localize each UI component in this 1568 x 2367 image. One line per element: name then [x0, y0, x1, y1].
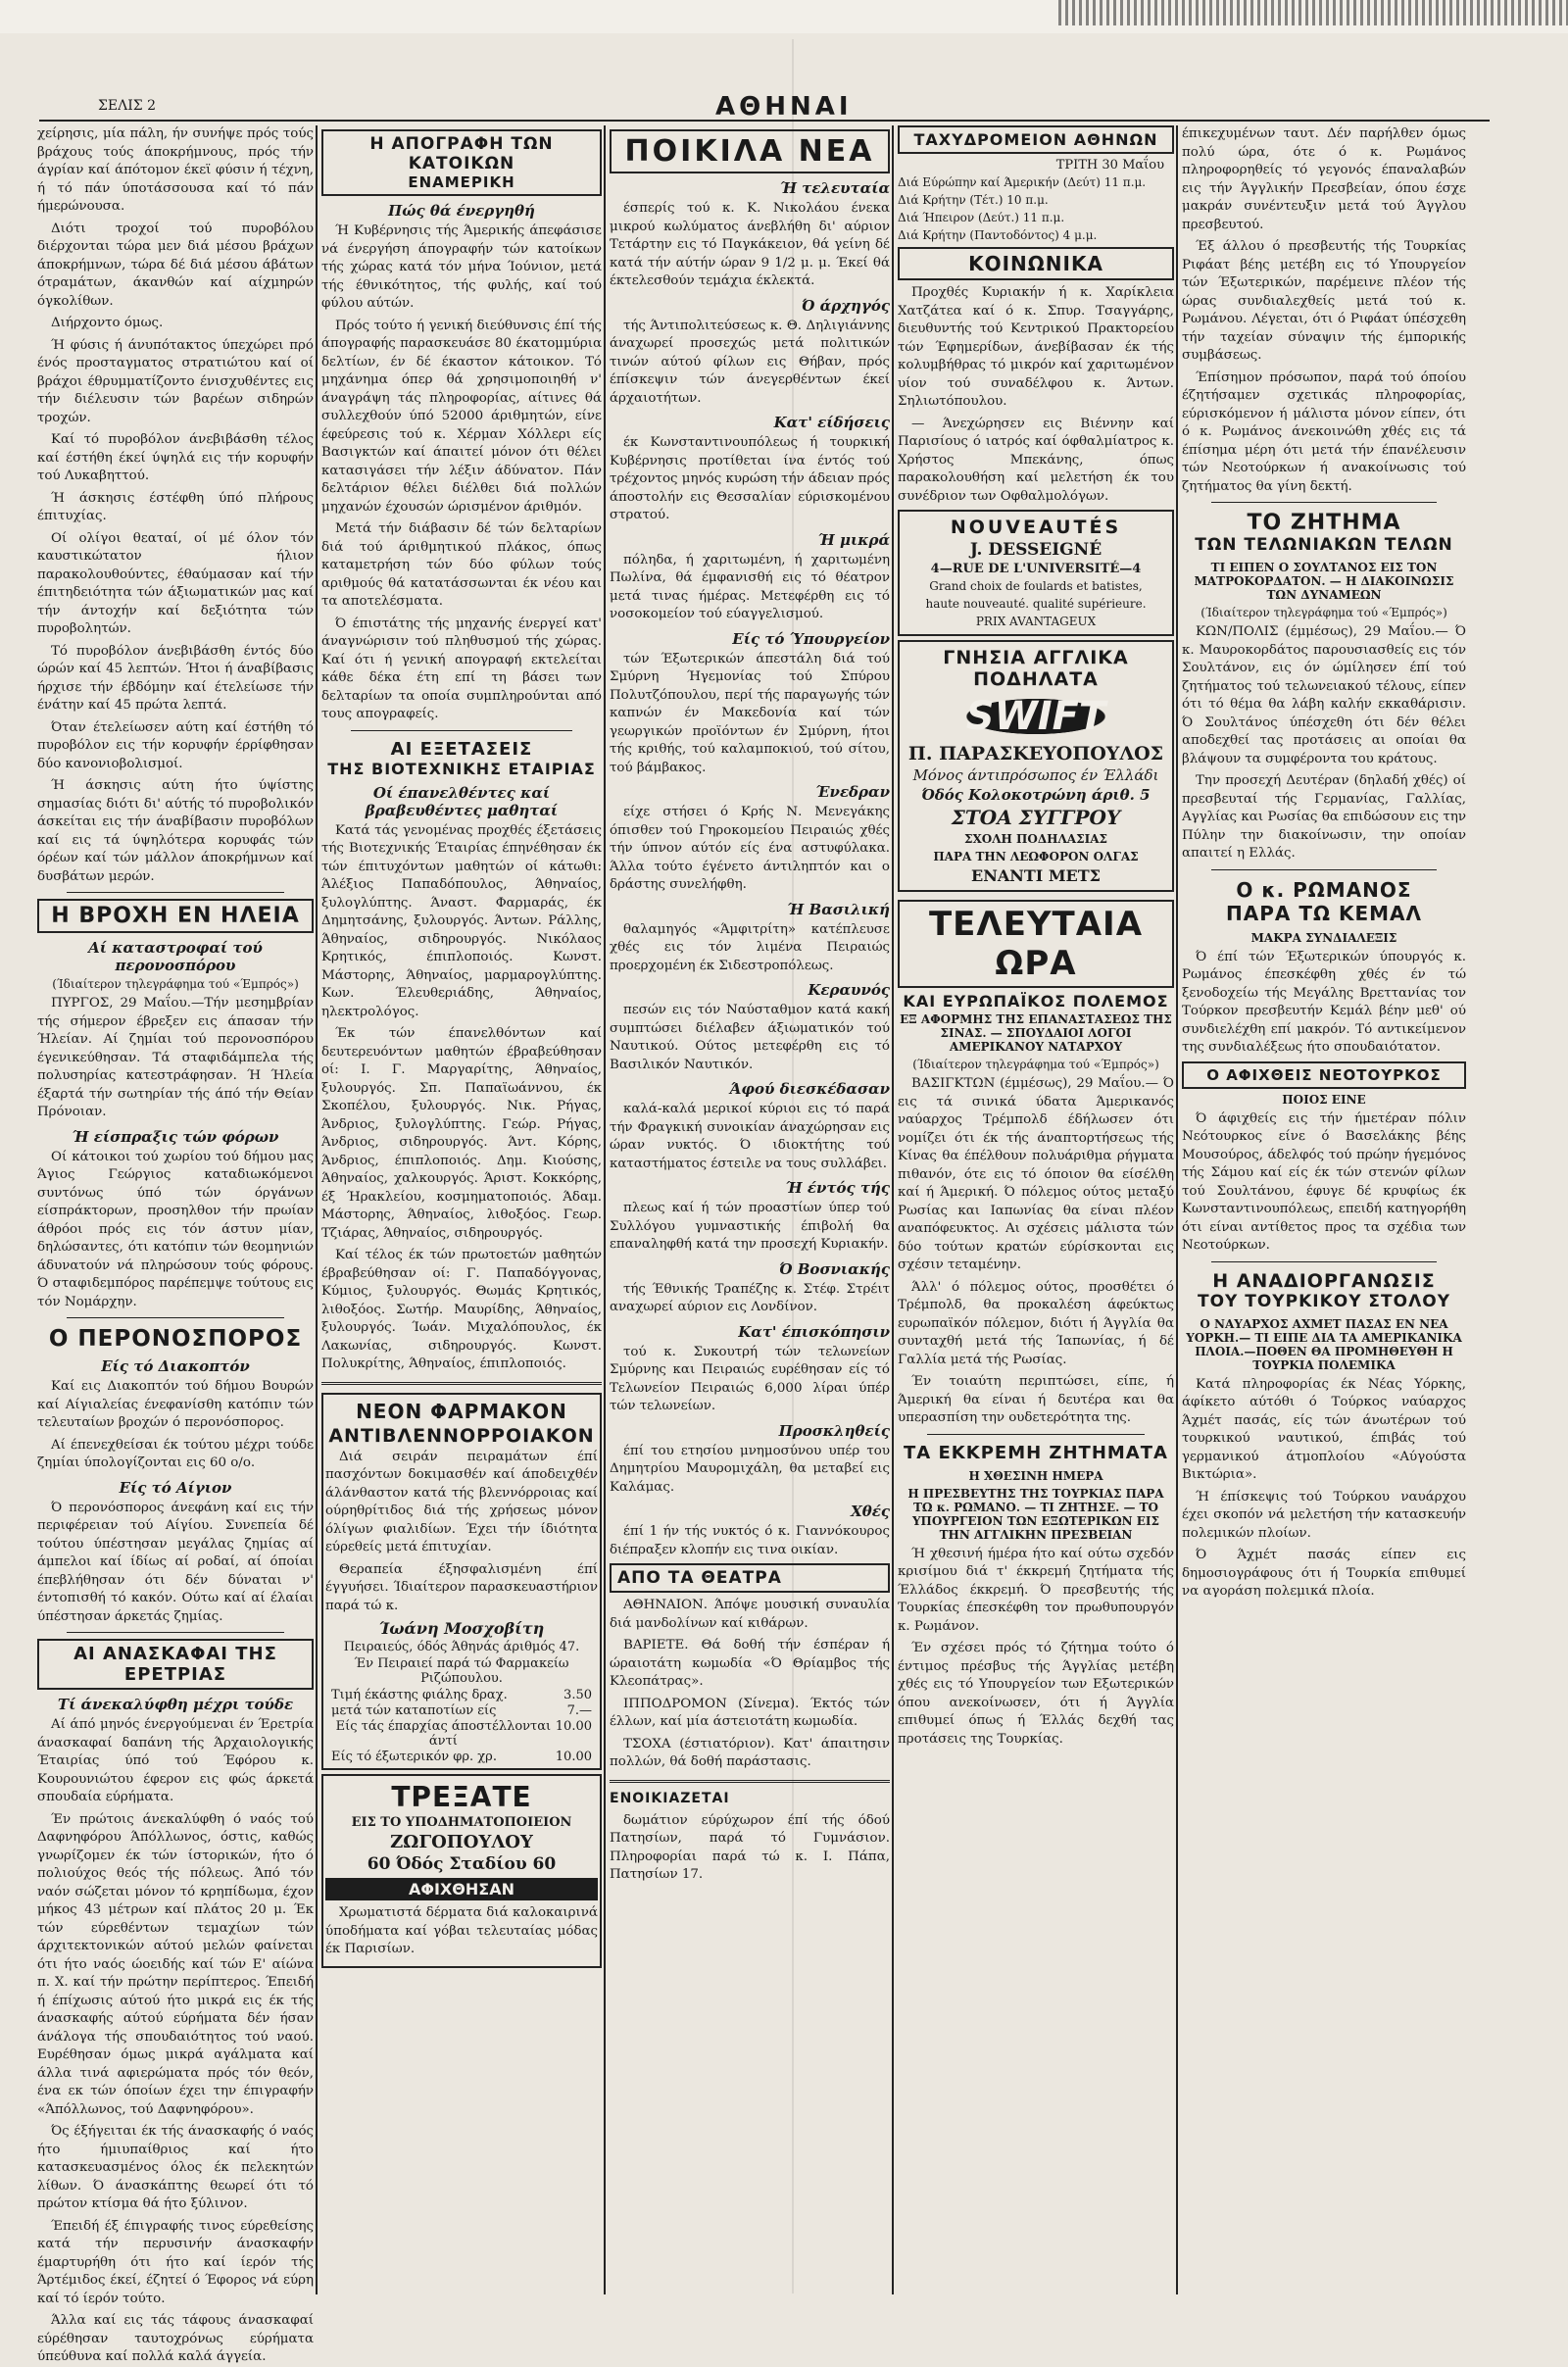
- paragraph: Ή άσκησις αύτη ήτο ύψίστης σημασίας διότι δι' αύτής τό πυροβολικόν άσκείται εις τήν άναβίβασιν πυροβόλων καί εις τά ύψηλότερα κορυφάς τών όρέων καί τών μάλλον άποκρήμνων καί δυσβάτων μερών.: [37, 778, 314, 884]
- ad-text: ΠΑΡΑ ΤΗΝ ΛΕΩΦΟΡΟΝ ΟΛΓΑΣ: [933, 850, 1139, 863]
- headline-peronospora: Ο ΠΕΡΟΝΟΣΠΟΡΟΣ: [48, 1326, 303, 1352]
- ad-text: Διά σειράν πειραμάτων έπί πασχόντων δοκιμασθέν καί άποδειχθέν άλάνθαστον κατά τής βλεννόρροιας καί ούρηθρίτιδος διά τής χρήσεως μόνον όλίγων φιαλιδίων. Έχει τήν ίδιότητα εύρεθείς μετά έπιτυχίαν.: [325, 1449, 598, 1554]
- headline-sub: ΤΟΥ ΤΟΥΡΚΙΚΟΥ ΣΤΟΛΟΥ: [1197, 1291, 1451, 1311]
- page-header: [39, 92, 1490, 122]
- headline-sub: ΤΩΝ ΤΕΛΩΝΙΑΚΩΝ ΤΕΛΩΝ: [1195, 535, 1453, 555]
- paragraph: Ό περονόσπορος άνεφάνη καί εις τήν περιφέρειαν τού Αίγίου. Συνεπεία δέ τούτου ύπέστησαν μεγάλας ζημίας αί άμπελοι καί ίδίως αί ροδαί, αί όποίαι έπεβλήθησαν ότι δέν δύναται ν' έντοπισθή τό κακόν. Ούτω καί αί έλαίαι ύπέστησαν άρκετάς ζημίας.: [37, 1500, 314, 1624]
- divider: [1211, 502, 1437, 503]
- headline-sub: ΕΝΑΜΕΡΙΚΗ: [408, 173, 515, 191]
- ad-nouveautes: [898, 510, 1174, 636]
- post-day: ΤΡΙΤΗ 30 Μαΐου: [1055, 158, 1164, 173]
- subheadline: Ή μικρά: [817, 530, 890, 549]
- paragraph: έπί 1 ήν τής νυκτός ό κ. Γιαννόκουρος διέπραξεν κλοπήν εις τινα οικίαν.: [610, 1524, 890, 1557]
- column-2: [321, 125, 602, 2294]
- divider: [67, 1632, 284, 1633]
- column-1: [37, 125, 314, 2364]
- ad-text: ΕΝΑΝΤΙ ΜΕΤΣ: [971, 866, 1101, 885]
- paragraph: θαλαμηγός «Άμφιτρίτη» κατέπλευσε χθές εις τόν λιμένα Πειραιώς προερχομένη έκ Σιδεστροπόλεως.: [610, 921, 890, 973]
- subheadline: Άφού διεσκέδασαν: [729, 1080, 890, 1098]
- paragraph: Καί εις Διακοπτόν τού δήμου Βουρών καί Αίγιαλείας ένεφανίσθη κατόπιν τών τελευταίων βροχών ό περονόσπορος.: [37, 1379, 314, 1430]
- subheadline: Αί καταστροφαί τού περονοσπόρου: [88, 939, 263, 974]
- ad-name: J. DESSEIGNÉ: [969, 540, 1102, 560]
- price-value: 10.00: [555, 1750, 592, 1764]
- torn-edge: [1058, 0, 1568, 25]
- paragraph: τής Έθνικής Τραπέζης κ. Στέφ. Στρέιτ αναχωρεί αύριον εις Λονδίνον.: [610, 1281, 890, 1314]
- column-rule: [1176, 125, 1178, 2294]
- price-value: 3.50: [564, 1688, 592, 1702]
- ad-name: Π. ΠΑΡΑΣΚΕΥΟΠΟΥΛΟΣ: [907, 743, 1164, 764]
- headline-post-office: ΤΑΧΥΔΡΟΜΕΙΟΝ ΑΘΗΝΩΝ: [898, 125, 1174, 154]
- ad-subtitle: ΑΝΤΙΒΛΕΝΝΟΡΡΟΙΑΚΟΝ: [328, 1424, 595, 1447]
- paragraph: έπικεχυμένων ταυτ. Δέν παρήλθεν όμως πολύ ώρα, ότε ό κ. Ρωμάνος πληροφορηθείς τό γεγονός έπαναλαβών εις τήν Άγγλικήν Πρεσβείαν, όπου έσχε μακράν συνέντευξιν μετά τού Άγγλου πρεσβευτού.: [1182, 126, 1466, 232]
- paragraph: ΒΑΣΙΓΚΤΩΝ (έμμέσως), 29 Μαΐου.— Ό εις τά σινικά ύδατα Άμερικανός ναύαρχος Τρέμπολδ έδήλωσεν ότι νομίζει ότι έκ τής άναπτορτήσεως τής Κίνας θα έπέλθουν πολυάριθμα ρήγματα πιθανόν, ότε εις τό όποιον θα είσέλθη καί ή Άμερική. Ό πόλεμος ούτος μεταξύ Ρωσίας και Ιαπωνίας θα είναι πλέον αναπόφευκτος. Αι σχέσεις μάλιστα τών δύο τούτων κρατών εύρίσκονται εις σχέσιν τεταμένην.: [898, 1076, 1174, 1272]
- ad-title: ΓΝΗΣΙΑ ΑΓΓΛΙΚΑ ΠΟΔΗΛΑΤΑ: [943, 647, 1129, 690]
- source-line: (Ίδιαίτερον τηλεγράφημα τού «Έμπρός»): [912, 1058, 1159, 1071]
- post-line: Διά Ήπειρον (Δεύτ.) 11 π.μ.: [898, 211, 1065, 224]
- paragraph: Την προσεχή Δευτέραν (δηλαδή χθές) οί πρεσβευταί τής Γερμανίας, Γαλλίας, Αγγλίας και Ρωσίας θα επιδώσουν εις την Πύλην την διακοίνωσιν, την οποίαν απαιτεί η Ελλάς.: [1182, 773, 1466, 861]
- subheadline: Κατ' έπισκόπησιν: [738, 1322, 890, 1341]
- ad-text: Grand choix de foulards et batistes,: [929, 579, 1143, 593]
- post-line: Διά Εύρώπην καί Άμερικήν (Δεύτ) 11 π.μ.: [898, 175, 1147, 189]
- paragraph: Έν τοιαύτη περιπτώσει, είπε, ή Άμερική θα είναι ή δευτέρα και θα υπερασπίση την ουδετερότητα της.: [898, 1374, 1174, 1425]
- paragraph: Έν σχέσει πρός τό ζήτημα τούτο ό έντιμος πρέσβυς τής Άγγλίας μετέβη χθές εις τό Υπουργείον των Εξωτερικών όπου ανεκοίνωσεν, ότι ή Άγγλία επιθυμεί όπως ή Έλλάς δεχθή τας προτάσεις της Τουρκίας.: [898, 1641, 1174, 1747]
- headline-sub: ΠΟΙΟΣ ΕΙΝΕ: [1282, 1092, 1366, 1107]
- paragraph: — Άνεχώρησεν εις Βιέννην καί Παρισίους ό ιατρός καί όφθαλμίατρος κ. Χρήστος Μπεκάνης, όπως παρακολουθήση καί μελετήση έκ του συνέδριον των Οφθαλμολόγων.: [898, 416, 1174, 504]
- paragraph: Οί ολίγοι θεαταί, οί μέ όλον τόν καυστικώτατον ήλιον παρακολουθούντες, έθαύμασαν καί τήν έπιτηδειότητα τών άξιωματικών μας καί τήν άντοχήν καί δεξιότητα τών πυροβολητών.: [37, 530, 314, 636]
- headline-romanos: Ο κ. ΡΩΜΑΝΟΣ: [1236, 877, 1412, 902]
- paragraph: ΙΠΠΟΔΡΟΜΟΝ (Σίνεμα). Έκτός τών έλλων, καί μία άστειοτάτη κωμωδία.: [610, 1696, 890, 1729]
- column-5: [1182, 125, 1466, 2294]
- headline-miscellaneous: ΠΟΙΚΙΛΑ ΝΕΑ: [610, 129, 890, 173]
- ad-address: 4—RUE DE L'UNIVERSITÉ—4: [930, 562, 1142, 576]
- ad-text: Θεραπεία έξησφαλισμένη έπί έγγυήσει. Ίδιαίτερον παρασκευαστήριον παρά τώ κ.: [325, 1561, 598, 1613]
- paragraph: Καί τέλος έκ τών πρωτοετών μαθητών έβραβεύθησαν οί: Γ. Παπαδόγγονας, Κύμιος, ξυλουργός. Θωμάς Κρητικός, λιθοξόος. Σωτήρ. Μαυρίδης, Άθηναίος, ξυλουργός. Ίωάν. Μιχαλόπουλος, έκ Λακωνίας, σιδηρουργός. Κωνστ. Πολυκρίτης, Άθηναίος, έπιπλοποιός.: [321, 1248, 602, 1371]
- paragraph: Διήρχοντο όμως.: [51, 316, 164, 330]
- headline-reorganization: Η ΑΝΑΔΙΟΡΓΑΝΩΣΙΣ: [1212, 1269, 1436, 1292]
- post-line: Διά Κρήτην (Παντοδόντος) 4 μ.μ.: [898, 228, 1098, 242]
- paragraph: ΚΩΝ/ΠΟΛΙΣ (έμμέσως), 29 Μαΐου.— Ό κ. Μαυροκορδάτος παρουσιασθείς εις τόν Σουλτάνον, εις όν ώμίλησεν έπί τού ζητήματος τού τελωνειακού τέλους, είπεν ότι τό θέμα θα λάβη καλήν εκκαθάρισιν. Ό Σουλτάνος ύπέσχεθη ότι δέν θέλει αποδεχθεί τας προτάσεις αι οποίαι θα βλάψουν τα συμφέροντα του κράτους.: [1182, 624, 1466, 766]
- headline-sub: Η ΠΡΕΣΒΕΥΤΗΣ ΤΗΣ ΤΟΥΡΚΙΑΣ ΠΑΡΑ ΤΩ κ. ΡΩΜΑΝΟ. — ΤΙ ΖΗΤΗΣΕ. — ΤΟ ΥΠΟΥΡΓΕΙΟΝ ΤΩΝ ΕΞΩΤΕΡΙΚΩΝ ΕΙΣ ΤΗΝ ΑΓΓΛΙΚΗΝ ΠΡΕΣΒΕΙΑΝ: [907, 1486, 1164, 1542]
- paragraph: πλεως καί ή τών προαστίων ύπερ τού Συλλόγου γυμναστικής έπιβολή θα επαναληφθή κατά την προσεχή Κυριακήν.: [610, 1201, 890, 1252]
- headline-young-turk: Ο ΑΦΙΧΘΕΙΣ ΝΕΟΤΟΥΡΚΟΣ: [1182, 1061, 1466, 1089]
- subheadline: Πώς θά ένεργηθή: [388, 202, 535, 220]
- ad-address: Όδός Κολοκοτρώνη άριθ. 5: [921, 786, 1151, 804]
- headline-for-rent: ΕΝΟΙΚΙΑΖΕΤΑΙ: [610, 1790, 730, 1806]
- paragraph: Ό άφιχθείς εις τήν ήμετέραν πόλιν Νεότουρκος είνε ό Βασελάκης βέης Μουσούρος, άδελφός τού πρώην ήγεμόνος τής Σάμου καί είς έκ τών στενών φίλων τού Σουλτάνου, έφυγε δέ κρυφίως έκ Κωνσταντινουπόλεως, επειδή κατηγορήθη ότι είναι αντίθετος προς τα σχέδια των Νεοτούρκων.: [1182, 1110, 1466, 1253]
- paragraph: Έν πρώτοις άνεκαλύφθη ό ναός τού Δαφνηφόρου Άπόλλωνος, όστις, καθώς γνωρίζομεν έκ τών ίστορικών, ήτο ό πολιούχος θεός τής πόλεως. Άπό τόν ναόν σώζεται μόνον τό κρηπίδωμα, έχον μήκος 43 μέτρων καί πλάτος 20 μ. Έκ τών εύρεθέντων τεμαχίων τών άρχιτεκτονικών αύτού μελών φαίνεται ότι ήτο ναός ώοειδής καί τών Ε' αίώνα π. Χ. καί τήν πρώτην περίπτερος. Έπειδή ή έπίχωσις αύτού ήτο μικρά εις έκ τής άνασκαφής αύτού εύρήματα δέν ήσαν άνάλογα τής σπουδαιότητος τού ναού. Ευρέθησαν όμως μικρά αγάλματα καί άλλα τινά αφιερώματα πρός τόν θεόν, ένα εκ τών όποίων έχει την έπιγραφήν «Άπόλλωνος, τού Δαφνηφόρου».: [37, 1811, 314, 2117]
- price-row: [331, 1750, 592, 1764]
- divider: [67, 892, 284, 893]
- ad-text: haute nouveauté. qualité supérieure.: [925, 597, 1147, 611]
- paragraph: Οί κάτοικοι τού χωρίου τού δήμου μας Άγιος Γεώργιος καταδιωκόμενοι συντόνως ύπό τών όργάνων είσπράκτορων, προσηλθον τήν πρωίαν άθρόοι πρός εις τόν άστυν μίαν, δηλώσαντες, ότι κατόπιν τών θεομηνιών άδυνατούν νά πληρώσουν τούς φόρους. Ό σταφιδεμπόρος παρέπεμψε τούτους εις τόν Νομάρχην.: [37, 1149, 314, 1309]
- ad-title: NOUVEAUTÉS: [950, 517, 1122, 538]
- price-row: [331, 1688, 592, 1702]
- headline-pending-issues: ΤΑ ΕΚΚΡΕΜΗ ΖΗΤΗΜΑΤΑ: [904, 1442, 1168, 1463]
- source-line: (Ίδιαίτερον τηλεγράφημα τού «Έμπρός»): [52, 977, 299, 991]
- subheadline: Κατ' είδήσεις: [773, 414, 890, 431]
- paragraph: Ή άσκησις έστέφθη ύπό πλήρους έπιτυχίας.: [37, 490, 314, 523]
- ad-address: Πειραιεύς, όδός Άθηνάς άριθμός 47.: [343, 1640, 580, 1654]
- headline-customs-question: ΤΟ ΖΗΤΗΜΑ: [1247, 511, 1401, 535]
- paragraph: Αί έπενεχθείσαι έκ τούτου μέχρι τούδε ζημίαι ύπολογίζονται εις 60 ο/ο.: [37, 1437, 314, 1470]
- subheadline: Ένεδραν: [815, 783, 890, 801]
- column-3: [610, 125, 890, 2294]
- subheadline: Προσκληθείς: [778, 1421, 890, 1440]
- subheadline: Κεραυνός: [808, 981, 890, 999]
- ad-bicycles: [898, 640, 1174, 892]
- divider: [927, 1434, 1145, 1435]
- paragraph: Έξ άλλου ό πρεσβευτής τής Τουρκίας Ριφάατ βέης μετέβη εις τό Υπουργείον τών Έξωτερικών, παρέμεινε πλέον τής ώρας συνδιαλεχθείς μετά τού κ. Ρωμάνου. Λέγεται, ότι ό Ριφάατ ύπέσχεθη τήν ταχείαν σύναψιν τής έμπορικής συμβάσεως.: [1182, 239, 1466, 363]
- page-number: ΣΕΛΙΣ 2: [98, 98, 157, 114]
- ad-title: ΝΕΟΝ ΦΑΡΜΑΚΟΝ: [356, 1399, 567, 1423]
- paragraph: έσπερίς τού κ. Κ. Νικολάου ένεκα μικρού κωλύματος άνεβλήθη δι' αύριον Τετάρτην εις τό Παγκάκειον, θά γείνη δέ κατά τήν αύτήν ώραν 9 1/2 μ. μ. Έκεί θά έκτελεσθούν τεμάχια έκλεκτά.: [610, 201, 890, 288]
- paragraph: Ή Κυβέρνησις τής Άμερικής άπεφάσισε νά ένεργήση άπογραφήν τών κατοίκων τής χώρας κατά τόν μήνα Ίούνιον, μετά τής έθνικότητος, τής φυλής, καί τού φύλου αύτών.: [321, 223, 602, 311]
- paragraph: Τό πυροβόλον άνεβιβάσθη έντός δύο ώρών καί 45 λεπτών. Ήτοι ή άναβίβασις ήρχισε τήν έβδόμην καί έτελείωσε τήν ένάτην καί 45 πρώτα λεπτά.: [37, 643, 314, 713]
- ad-text: ΣΧΟΛΗ ΠΟΔΗΛΑΣΙΑΣ: [963, 832, 1108, 846]
- paper-name: ΑΘΗΝΑΙ: [715, 92, 853, 122]
- paragraph: Πρός τούτο ή γενική διεύθυνσις έπί τής άπογραφής παρασκευάσε 80 έκατομμύρια δελτίων, έν δέ έκαστον κάτοικον. Τό μηχάνημα όπερ θά χρησιμοποιηθή ν' άναγράψη τάς πληροφορίας, αίτινες θά συλλεχθούν ύπό 52000 άριθμητών, είνε έφεύρεσις τού κ. Χέρμαν Χόλλερι είς Βασιγκτών καί άπαιτεί μόνον ότι θέλει κατασιγάσει τήν λέξιν άδύνατον. Πάν δελτάριον θέλει διέλθει διά πολλών μηχανών έχουσών ώρισμένον άριθμόν.: [321, 318, 602, 515]
- paragraph: Όταν έτελείωσεν αύτη καί έστήθη τό πυροβόλον εις τήν κορυφήν έρρίφθησαν δύο κανονιοβολισμοί.: [37, 719, 314, 771]
- paragraph: Ός έξήγειται έκ τής άνασκαφής ό ναός ήτο ήμιυπαίθριος καί ήτο κατασκευασμένος όλος έκ πελεκητών λίθων. Ό άνασκάπτης θεωρεί ότι τό πρώτον κτίσμα θά ήτο ξύλινον.: [37, 2124, 314, 2211]
- paragraph: Άλλα καί εις τάς τάφους άνασκαφαί εύρέθησαν ταυτοχρόνως εύρήματα ύπεύθυνα καί πολλά καλά άγγεία.: [37, 2313, 314, 2364]
- column-rule: [604, 125, 606, 2294]
- paragraph: Μετά τήν διάβασιν δέ τών δελταρίων διά τού άριθμητικού πλάκος, όπως καταμετρήση τών δύο φύλων τούς αριθμούς θά κατατάσσωνται έκ νέου και τα αποτελέσματα.: [321, 521, 602, 609]
- paragraph: ΒΑΡΙΕΤΕ. Θά δοθή τήν έσπέραν ή ώραιοτάτη κωμωδία «Ό Θρίαμβος τής Κλεοπάτρας».: [610, 1638, 890, 1689]
- subheadline: Είς τό Αίγιον: [119, 1478, 232, 1497]
- price-value: 10.00: [555, 1719, 592, 1734]
- price-label: Είς τό έξωτερικόν φρ. χρ.: [331, 1750, 497, 1764]
- paragraph: Έπίσημον πρόσωπον, παρά τού όποίου έζητήσαμεν σχετικάς πληροφορίας, εύρισκόμενον ή μάλιστα μόνον είπεν, ότι ό κ. Ρωμάνος άνεκοινώθη χθές εις τά έπίσημα μέρη ότι μετά τήν έπανέλευσιν τών Νεοτούρκων ή ανακοίνωσις τού ζητήματος θα γίνη δεκτή.: [1182, 370, 1466, 494]
- headline-last-hour: ΤΕΛΕΥΤΑΙΑ ΩΡΑ: [898, 900, 1174, 988]
- paragraph: καλά-καλά μερικοί κύριοι εις τό παρά τήν Φραγκική συνοικίαν άναχώρησαν εις ώραν νυκτός. Ό ιδιοκτήτης τού καταστήματος έστειλε να τους συλλάβει.: [610, 1102, 890, 1171]
- subheadline: Ή είσπραξις τών φόρων: [72, 1127, 279, 1146]
- divider: [321, 1382, 602, 1385]
- headline-sub: Ο ΝΑΥΑΡΧΟΣ ΑΧΜΕΤ ΠΑΣΑΣ ΕΝ ΝΕΑ ΥΟΡΚΗ.— ΤΙ ΕΙΠΕ ΔΙΑ ΤΑ ΑΜΕΡΙΚΑΝΙΚΑ ΠΛΟΙΑ.—ΠΟΘΕΝ ΘΑ ΠΡΟΜΗΘΕΥΘΗ Η ΤΟΥΡΚΙΑ ΠΟΛΕΜΙΚΑ: [1186, 1316, 1462, 1372]
- headline-theatres: ΑΠΟ ΤΑ ΘΕΑΤΡΑ: [610, 1563, 890, 1593]
- paragraph: πεσών εις τόν Ναύσταθμον κατά κακή συμπτώσει διέλαβεν άξιωματικόν τού Ναυτικού. Ούτος μετεφέρθη εις τό Βασιλικόν Ναυτικόν.: [610, 1003, 890, 1072]
- column-rule: [316, 125, 318, 2294]
- paragraph: δωμάτιον εύρύχωρον έπί τής όδού Πατησίων, παρά τό Γυμνάσιον. Πληροφορίαι παρά τώ κ. Ι. Πάπα, Πατησίων 17.: [610, 1812, 890, 1882]
- paragraph: Προχθές Κυριακήν ή κ. Χαρίκλεια Χατζάτεα καί ό κ. Σπυρ. Τσαγγάρης, διευθυντής τού Κεντρικού Πρακτορείου τών Έφημερίδων, άνεβίβασαν έκ τής κολυμβήθρας τό μικρόν καί χαριτωμένον υίον τού συναδέλφου κ. Άντων. Σηλιωτόπουλου.: [898, 285, 1174, 409]
- paragraph: τής Άντιπολιτεύσεως κ. Θ. Δηλιγιάννης άναχωρεί προσεχώς μετά πολιτικών τινών αύτού φίλων εις Θήβαν, πρός έπίσκεψιν τών άνεγερθέντων έκεί άρχαιοτήτων.: [610, 318, 890, 406]
- paragraph: Ό έπιστάτης τής μηχανής ένεργεί κατ' άναγνώρισιν τού πληθυσμού τής χώρας. Καί ότι ή γενική απογραφή εκτελείται κάθε δέκα έτη επί τη βάσει των δελταρίων τα οποία συμπληρούνται από τους απογραφείς.: [321, 616, 602, 721]
- subheadline: Ή Βασιλική: [787, 900, 890, 918]
- paragraph: Άλλ' ό πόλεμος ούτος, προσθέτει ό Τρέμπολδ, θα προκαλέση άφεύκτως ευρωπαϊκόν πόλεμον, διότι ή Άγγλία θα συνταχθή μετά τής Ίαπωνίας, ή δέ Γαλλία μετά τής Ρωσίας.: [898, 1279, 1174, 1367]
- paragraph: Καί τό πυροβόλον άνεβιβάσθη τέλος καί έστήθη έκεί ύψηλά εις τήν κορυφήν τού Λυκαβηττού.: [37, 432, 314, 483]
- post-line: Διά Κρήτην (Τέτ.) 10 π.μ.: [898, 193, 1049, 207]
- headline-social: ΚΟΙΝΩΝΙΚΑ: [898, 247, 1174, 280]
- price-label: Τιμή έκάστης φιάλης δραχ.: [331, 1688, 508, 1702]
- paragraph: τών Έξωτερικών άπεστάλη διά τού Σμύρνη Ήγεμονίας τού Σπύρου Πολυτζόπουλου, περί τής παραγωγής τών καπνών έν Μακεδονία καί τών γεωργικών προϊόντων έν Σμύρνη, ήτοι τής κριθής, τού καλαμποκιού, τού σίτου, τού βάμβακος.: [610, 651, 890, 775]
- subheadline: Είς τό Διακοπτόν: [101, 1357, 250, 1375]
- source-line: (Ίδιαίτερον τηλεγράφημα τού «Έμπρός»): [1200, 606, 1447, 619]
- divider: [1211, 869, 1437, 870]
- paragraph: Ή χθεσινή ήμέρα ήτο καί ούτω σχεδόν κρισίμου διά τ' έκκρεμή ζητήματα τής Έλλάδος έκκρεμή. Ό πρεσβευτής τής Τουρκίας έπεσκέφθη τον πρωθυπουργόν κ. Ρωμάνον.: [898, 1546, 1174, 1634]
- subheadline: Οί έπανελθέντες καί βραβευθέντες μαθηταί: [365, 783, 559, 819]
- divider: [1211, 1261, 1437, 1262]
- headline-rain-ilia: Η ΒΡΟΧΗ ΕΝ ΗΛΕΙΑ: [37, 899, 314, 933]
- ad-text: ΣΤΟΑ ΣΥΓΓΡΟΥ: [951, 806, 1121, 829]
- paragraph: Ό έπί τών Έξωτερικών ύπουργός κ. Ρωμάνος έπεσκέφθη χθές έν τώ ξενοδοχείω τής Μεγάλης Βρεττανίας τον Τούρκον πρεσβευτήν Κεμάλ βέην μεθ' ού συνδιελέχθη επί μακρόν. Τό αντικείμενον της συνδιαλέξεως ήτο σπουδαιότατον.: [1182, 949, 1466, 1055]
- paragraph: είχε στήσει ό Κρής Ν. Μενεγάκης όπισθεν τού Γηροκομείου Πειραιώς χθές τήν ύπνον αύτόν είς ένα αστυφύλακα. Άλλα τούτο έγένετο άντιληπτόν και ο δράστης συνελήφθη.: [610, 805, 890, 892]
- headline-census: [321, 129, 602, 196]
- ad-name: Ίωάνη Μοσχοβίτη: [378, 1619, 545, 1638]
- ad-text: PRIX AVANTAGEUX: [975, 615, 1097, 628]
- headline-exams-sub: ΤΗΣ ΒΙΟΤΕΧΝΙΚΗΣ ΕΤΑΙΡΙΑΣ: [327, 759, 596, 778]
- price-label: μετά τών καταποτίων είς: [331, 1703, 497, 1718]
- paragraph: τού κ. Συκουτρή τών τελωνείων Σμύρνης και Πειραιώς ευρέθησαν είς τό Τελωνείον Πειραιώς 6,000 λίραι ύπέρ τών τελωνείων.: [610, 1344, 890, 1413]
- headline-sub: ΠΑΡΑ ΤΩ ΚΕΜΑΛ: [1226, 901, 1422, 925]
- paragraph: χείρησις, μία πάλη, ήν συνήψε πρός τούς βράχους τούς άποκρήμνους, πρός τήν άγρίαν καί άπότομον έκεϊ φύσιν ή τέχνη, ή τό πάν ύποτάσσουσα καί τό πάν ήμερώνουσα.: [37, 126, 314, 214]
- column-4: [898, 125, 1174, 2294]
- top-edge: [0, 0, 1568, 33]
- ad-banner: ΑΦΙΧΘΗΣΑΝ: [325, 1878, 598, 1900]
- ad-text: Μόνος άντιπρόσωπος έν Έλλάδι: [912, 766, 1159, 784]
- paragraph: πόληδα, ή χαριτωμένη, ή χαριτωμένη Πωλίνα, θά έμφανισθή εις τό θέατρον μετά τινας ήμέρας. Μετεφέρθη εις τό νοσοκομείον τού εύαγγελισμού.: [610, 552, 890, 621]
- paragraph: ΤΣΟΧΑ (έστιατόριον). Κατ' άπαιτησιν πολλών, θά δοθή παράστασις.: [610, 1736, 890, 1769]
- price-label: Είς τάς έπαρχίας άποστέλλονται άντί: [335, 1719, 552, 1749]
- price-value: 7.—: [566, 1703, 592, 1718]
- ad-medicine: [321, 1393, 602, 1771]
- ad-line: 60 Όδός Σταδίου 60: [367, 1854, 557, 1874]
- paragraph: Ή φύσις ή άνυπότακτος ύπεχώρει πρό ένός προσταγματος στρατιώτου καί οί βράχοι έθρυμματίζοντο ένισχυθέντες εις τήν διέλευσιν τών βαρέων σιδηρών τροχών.: [37, 337, 314, 425]
- subheadline: Είς τό Ύπουργείον: [732, 629, 890, 648]
- headline-sub: ΕΞ ΑΦΟΡΜΗΣ ΤΗΣ ΕΠΑΝΑΣΤΑΣΕΩΣ ΤΗΣ ΣΙΝΑΣ. — ΣΠΟΥΔΑΙΟΙ ΛΟΓΟΙ ΑΜΕΡΙΚΑΝΟΥ ΝΑΤΑΡΧΟΥ: [900, 1012, 1172, 1054]
- subheadline: Ή τελευταία: [780, 179, 890, 197]
- ad-title: ΤΡΕΞΑΤΕ: [391, 1781, 532, 1813]
- paragraph: Ό Άχμέτ πασάς είπεν εις δημοσιογράφους ότι ή Τουρκία επιθυμεί να αγοράση πολεμικά πλοία.: [1182, 1548, 1466, 1599]
- ad-line: ΖΩΓΟΠΟΥΛΟΥ: [390, 1832, 533, 1852]
- headline-exams: ΑΙ ΕΞΕΤΑΣΕΙΣ: [390, 738, 533, 760]
- headline-sub: ΤΙ ΕΙΠΕΝ Ο ΣΟΥΛΤΑΝΟΣ ΕΙΣ ΤΟΝ ΜΑΤΡΟΚΟΡΔΑΤΟΝ. — Η ΔΙΑΚΟΙΝΩΣΙΣ ΤΩΝ ΔΥΝΑΜΕΩΝ: [1194, 561, 1454, 602]
- ad-text: Χρωματιστά δέρματα διά καλοκαιρινά ύποδήματα καί γόβαι τελευταίας μόδας έκ Παρισίων.: [325, 1905, 598, 1956]
- paragraph: έκ Κωνσταντινουπόλεως ή τουρκική Κυβέρνησις προτίθεται ίνα έντός τού τρέχοντος μηνός κυρώση τήν άδειαν πρός άποστολήν εις Θεσσαλίαν εύρισκομένου στρατού.: [610, 435, 890, 522]
- divider: [610, 1780, 890, 1783]
- divider: [67, 1317, 284, 1318]
- headline-sub: Η ΧΘΕΣΙΝΗ ΗΜΕΡΑ: [968, 1468, 1103, 1483]
- subheadline: Τί άνεκαλύφθη μέχρι τούδε: [57, 1696, 294, 1713]
- paragraph: Διότι τροχοί τού πυροβόλου διέρχονται τώρα μεν διά μέσου βράχων άποκρήμνων, τώρα δέ διά μέσου άβάτων ότραμάτων, άκανθών καί αίχμηρών όγκολίθων.: [37, 221, 314, 309]
- paragraph: ΠΥΡΓΟΣ, 29 Μαΐου.—Τήν μεσημβρίαν τής σήμερον έβρεξεν εις άπασαν τήν Ήλείαν. Αί ζημίαι τού περονοσπόρου έγενικεύθησαν. Τά σταφιδάμπελα τής πολυσηρίας κατεστράφησαν. Ή Ήλεία έξαρτά τήν σωτηρίαν τής άπό τήν Θείαν Πρόνοιαν.: [37, 996, 314, 1119]
- price-row: [331, 1719, 592, 1749]
- swift-logo: SWIFT: [948, 694, 1124, 739]
- price-row: [331, 1703, 592, 1718]
- ad-text: Έν Πειραιεί παρά τώ Φαρμακείω Ριζώπουλου.: [354, 1656, 569, 1686]
- divider: [351, 730, 572, 731]
- subheadline: Ό άρχηγός: [802, 296, 890, 315]
- paragraph: Έκ τών έπανελθόντων καί δευτερευόντων μαθητών έβραβεύθησαν οί: Ι. Γ. Μαργαρίτης, Άθηναίος, ξυλουργός. Σπ. Παπαϊωάννου, έκ Σκοπέλου, ξυλουργός. Νικ. Ρήγας, Άνδριος, ξυλογλύπτης. Γεώρ. Ρήγας, Άνδριος, σιδηρουργός. Άντ. Κόρης, Άνδριος, έπιπλοποιός. Δημ. Κιούσης, Άθηναίος, χαλκουργός. Άριστ. Κοκκόρης, έξ Ήρακλείου, κοσμηματοποιός. Άδαμ. Μάστορης, Άθηναίος, λιθοξόος. Γεωρ. Τζιάρας, Άθηναίος, σιδηρουργός.: [321, 1026, 602, 1241]
- headline-sub: ΚΑΙ ΕΥΡΩΠΑΪΚΟΣ ΠΟΛΕΜΟΣ: [903, 992, 1169, 1011]
- ad-shoes: [321, 1774, 602, 1968]
- headline-eretria: ΑΙ ΑΝΑΣΚΑΦΑΙ ΤΗΣ ΕΡΕΤΡΙΑΣ: [37, 1639, 314, 1690]
- ad-line: ΕΙΣ ΤΟ ΥΠΟΔΗΜΑΤΟΠΟΙΕΙΟΝ: [351, 1815, 572, 1830]
- subheadline: Χθές: [851, 1503, 890, 1520]
- subheadline: Ό Βοσνιακής: [779, 1259, 890, 1278]
- paragraph: Αί άπό μηνός ένεργούμεναι έν Έρετρία άνασκαφαί δαπάνη τής Άρχαιολογικής Έταιρίας ύπό τού Έφόρου κ. Κουρουνιώτου έφερον εις φώς άρκετά σπουδαία εύρήματα.: [37, 1717, 314, 1804]
- headline-text: Η ΑΠΟΓΡΑΦΗ ΤΩΝ ΚΑΤΟΙΚΩΝ: [369, 134, 554, 173]
- headline-sub: ΜΑΚΡΑ ΣΥΝΔΙΑΛΕΞΙΣ: [1250, 930, 1397, 945]
- subheadline: Ή έντός τής: [785, 1179, 890, 1197]
- paragraph: Έπειδή έξ έπιγραφής τινος εύρεθείσης κατά τήν περυσινήν άνασκαφήν έμαρτυρήθη ότι ήτο καί ίερόν τής Άρτέμιδος έκεί, έζητεί ό Έφορος νά εύρη καί τό ίερόν τούτο.: [37, 2218, 314, 2306]
- paragraph: ΑΘΗΝΑΙΟΝ. Άπόψε μουσική συναυλία διά μανδολίνων καί κιθάρων.: [610, 1598, 890, 1631]
- column-rule: [892, 125, 894, 2294]
- paragraph: Ή έπίσκεψις τού Τούρκου ναυάρχου έχει σκοπόν νά μελετήση τήν κατασκευήν πολεμικών πλοίων.: [1182, 1489, 1466, 1541]
- paragraph: έπί του ετησίου μνημοσύνου υπέρ του Δημητρίου Μαυρομιχάλη, θα μεταβεί εις Καλάμας.: [610, 1443, 890, 1495]
- paragraph: Κατά πληροφορίας έκ Νέας Υόρκης, άφίκετο αύτόθι ό Τούρκος ναύαρχος Άχμέτ πασάς, είς τών άνωτέρων τού τουρκικού ναυτικού, έπιβάς τού γερμανικού άτμοπλοίου «Αύγούστα Βικτώρια».: [1182, 1376, 1466, 1482]
- paragraph: Κατά τάς γενομένας προχθές έξετάσεις τής Βιοτεχνικής Έταιρίας έπηνέθησαν έκ τών έπιτυχόντων μαθητών οί κάτωθι: Άλέξιος Παπαδόπουλος, Άθηναίος, ξυλογλύπτης. Άναστ. Φαρμαράς, έκ Δημητσάνης, ξυλουργός. Άντων. Ράλλης, Άθηναίος, σιδηρουργός. Νικόλαος Κρητικός, έπιπλοποιός. Κωνστ. Μάστορης, Άθηναίος, μαρμαρογλύπτης. Κων. Έλευθεριάδης, Άθηναίος, ηλεκτρολόγος.: [321, 822, 602, 1019]
